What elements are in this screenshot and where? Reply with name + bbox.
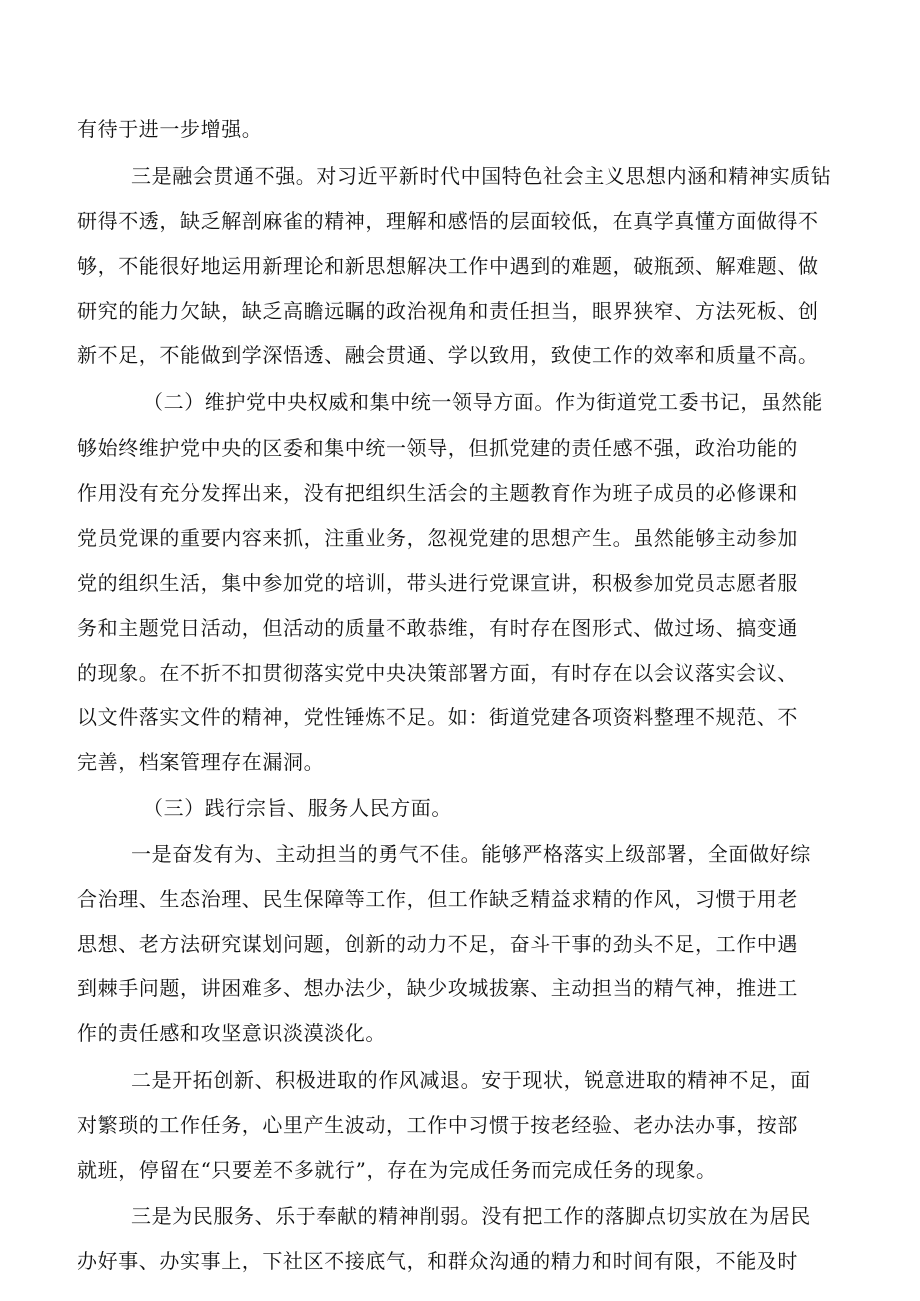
- paragraph-line: 作用没有充分发挥出来，没有把组织生活会的主题教育作为班子成员的必修课和: [77, 481, 798, 505]
- paragraph-line: 二是开拓创新、积极进取的作风减退。安于现状，锐意进取的精神不足，面: [131, 1068, 811, 1092]
- paragraph-line: 的现象。在不折不扣贯彻落实党中央决策部署方面，有时存在以会议落实会议、: [77, 661, 798, 685]
- paragraph-line: 办好事、办实事上，下社区不接底气，和群众沟通的精力和时间有限，不能及时: [77, 1249, 798, 1273]
- paragraph-line: 到棘手问题，讲困难多、想办法少，缺少攻城拔寨、主动担当的精气神，推进工: [77, 976, 798, 1000]
- paragraph-line: 研究的能力欠缺，缺乏高瞻远瞩的政治视角和责任担当，眼界狭窄、方法死板、创: [77, 299, 819, 323]
- paragraph-line: 合治理、生态治理、民生保障等工作，但工作缺乏精益求精的作风，习惯于用老: [77, 887, 798, 911]
- paragraph-line: 三是为民服务、乐于奉献的精神削弱。没有把工作的落脚点切实放在为居民: [131, 1204, 811, 1228]
- paragraph-line: 务和主题党日活动，但活动的质量不敢恭维，有时存在图形式、做过场、搞变通: [77, 616, 798, 640]
- paragraph-line: 够，不能很好地运用新理论和新思想解决工作中遇到的难题，破瓶颈、解难题、做: [77, 254, 819, 278]
- paragraph-line: 党的组织生活，集中参加党的培训，带头进行党课宣讲，积极参加党员志愿者服: [77, 571, 798, 595]
- section-heading-line: （二）维护党中央权威和集中统一领导方面。作为街道党工委书记，虽然能: [143, 390, 823, 414]
- paragraph-line: 一是奋发有为、主动担当的勇气不佳。能够严格落实上级部署，全面做好综: [131, 842, 811, 866]
- paragraph-line: 党员党课的重要内容来抓，注重业务，忽视党建的思想产生。虽然能够主动参加: [77, 526, 798, 550]
- paragraph-line: 新不足，不能做到学深悟透、融会贯通、学以致用，致使工作的效率和质量不高。: [77, 343, 819, 367]
- paragraph-line: 对繁琐的工作任务，心里产生波动，工作中习惯于按老经验、老办法办事，按部: [77, 1113, 798, 1137]
- paragraph-line: 研得不透，缺乏解剖麻雀的精神，理解和感悟的层面较低，在真学真懂方面做得不: [77, 209, 819, 233]
- paragraph-line: 作的责任感和攻坚意识淡漠淡化。: [77, 1021, 386, 1045]
- paragraph-line: 够始终维护党中央的区委和集中统一领导，但抓党建的责任感不强，政治功能的: [77, 436, 798, 460]
- paragraph-line: 有待于进一步增强。: [77, 117, 263, 141]
- paragraph-line: 就班，停留在“只要差不多就行”，存在为完成任务而完成任务的现象。: [77, 1158, 717, 1182]
- paragraph-line: 以文件落实文件的精神，党性锤炼不足。如：街道党建各项资料整理不规范、不: [77, 705, 798, 729]
- section-heading-line: （三）践行宗旨、服务人民方面。: [143, 796, 452, 820]
- paragraph-line: 思想、老方法研究谋划问题，创新的动力不足，奋斗干事的劲头不足，工作中遇: [77, 932, 798, 956]
- paragraph-line: 完善，档案管理存在漏洞。: [77, 750, 325, 774]
- paragraph-line: 三是融会贯通不强。对习近平新时代中国特色社会主义思想内涵和精神实质钻: [131, 164, 832, 188]
